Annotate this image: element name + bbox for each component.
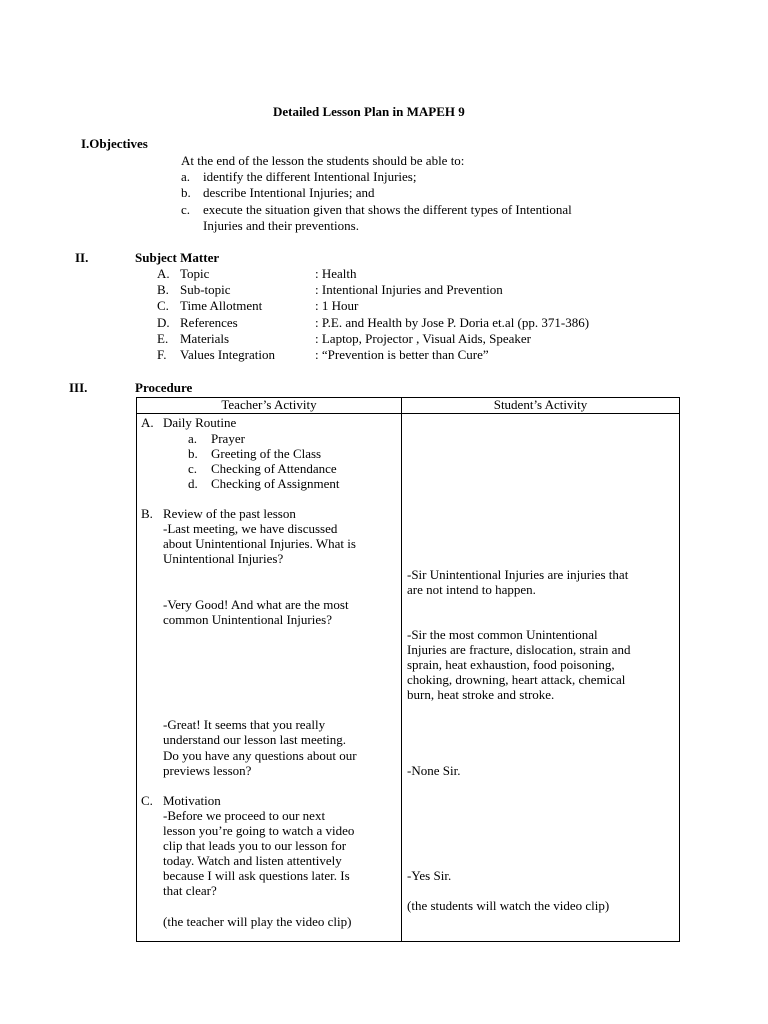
field-label: Sub-topic	[180, 282, 231, 297]
field-label: Time Allotment	[180, 298, 263, 313]
student-line: -Sir the most common Unintentional	[407, 627, 598, 642]
list-marker: b.	[181, 185, 191, 200]
list-marker: a.	[181, 169, 191, 184]
list-item: Checking of Assignment	[211, 476, 340, 491]
document-title: Detailed Lesson Plan in MAPEH 9	[273, 104, 465, 119]
field-value: : 1 Hour	[315, 298, 359, 313]
list-marker: c.	[181, 202, 191, 217]
list-item-continuation: Injuries and their preventions.	[203, 218, 359, 233]
table-row	[137, 414, 680, 942]
teacher-line: lesson you’re going to watch a video	[163, 823, 355, 838]
field-label: Materials	[180, 331, 230, 346]
student-line: -None Sir.	[407, 763, 461, 778]
teacher-line: understand our lesson last meeting.	[163, 732, 347, 747]
list-marker: D.	[157, 315, 170, 330]
list-marker: b.	[188, 446, 198, 461]
list-item: Prayer	[211, 431, 245, 446]
field-value: : Intentional Injuries and Prevention	[315, 282, 503, 297]
teacher-line: -Before we proceed to our next	[163, 808, 326, 823]
field-value: : P.E. and Health by Jose P. Doria et.al (pp. 371-386)	[315, 315, 590, 330]
section-marker: B.	[141, 506, 153, 521]
teacher-line: -Last meeting, we have discussed	[163, 521, 338, 536]
teacher-activity-cell	[137, 414, 402, 942]
procedure-heading: Procedure	[135, 380, 193, 395]
field-label: Values Integration	[180, 347, 275, 362]
teacher-line: because I will ask questions later. Is	[163, 868, 350, 883]
student-line: -Yes Sir.	[407, 868, 452, 883]
list-marker: A.	[157, 266, 170, 281]
teacher-line: clip that leads you to our lesson for	[163, 838, 347, 853]
column-header-teacher: Teacher’s Activity	[137, 398, 402, 414]
list-marker: a.	[188, 431, 198, 446]
teacher-line: Do you have any questions about our	[163, 748, 357, 763]
list-marker: F.	[157, 347, 167, 362]
list-marker: c.	[188, 461, 198, 476]
teacher-line: previews lesson?	[163, 763, 252, 778]
teacher-line: about Unintentional Injuries. What is	[163, 536, 356, 551]
teacher-line: common Unintentional Injuries?	[163, 612, 332, 627]
teacher-line: (the teacher will play the video clip)	[163, 914, 352, 929]
student-line: -Sir Unintentional Injuries are injuries that	[407, 567, 629, 582]
column-header-student: Student’s Activity	[402, 398, 680, 414]
field-label: Topic	[180, 266, 210, 281]
list-item: identify the different Intentional Injuries;	[203, 169, 417, 184]
subject-matter-heading: Subject Matter	[135, 250, 220, 265]
daily-routine-title: Daily Routine	[163, 415, 237, 430]
section-numeral: III.	[69, 380, 88, 395]
teacher-line: Unintentional Injuries?	[163, 551, 284, 566]
review-title: Review of the past lesson	[163, 506, 296, 521]
list-marker: C.	[157, 298, 169, 313]
list-marker: B.	[157, 282, 169, 297]
list-marker: d.	[188, 476, 198, 491]
student-activity-cell	[402, 414, 680, 942]
teacher-line: -Very Good! And what are the most	[163, 597, 349, 612]
section-numeral: II.	[75, 250, 89, 265]
section-marker: A.	[141, 415, 154, 430]
field-value: : Laptop, Projector , Visual Aids, Speaker	[315, 331, 531, 346]
field-value: : “Prevention is better than Cure”	[315, 347, 489, 362]
student-line: are not intend to happen.	[407, 582, 536, 597]
list-item: describe Intentional Injuries; and	[203, 185, 375, 200]
teacher-line: that clear?	[163, 883, 217, 898]
student-line: (the students will watch the video clip)	[407, 898, 610, 913]
objectives-heading: I.Objectives	[81, 136, 148, 151]
student-line: burn, heat stroke and stroke.	[407, 687, 555, 702]
list-marker: E.	[157, 331, 169, 346]
field-label: References	[180, 315, 238, 330]
teacher-line: today. Watch and listen attentively	[163, 853, 342, 868]
field-value: : Health	[315, 266, 357, 281]
student-line: choking, drowning, heart attack, chemical	[407, 672, 626, 687]
list-item: Checking of Attendance	[211, 461, 337, 476]
teacher-line: -Great! It seems that you really	[163, 717, 326, 732]
list-item: Greeting of the Class	[211, 446, 322, 461]
objectives-intro: At the end of the lesson the students should be able to:	[181, 153, 465, 168]
procedure-table	[136, 397, 680, 942]
table-header-row	[137, 398, 680, 414]
section-marker: C.	[141, 793, 153, 808]
student-line: sprain, heat exhaustion, food poisoning,	[407, 657, 615, 672]
motivation-title: Motivation	[163, 793, 221, 808]
student-line: Injuries are fracture, dislocation, strain and	[407, 642, 631, 657]
list-item: execute the situation given that shows the different types of Intentional	[203, 202, 572, 217]
